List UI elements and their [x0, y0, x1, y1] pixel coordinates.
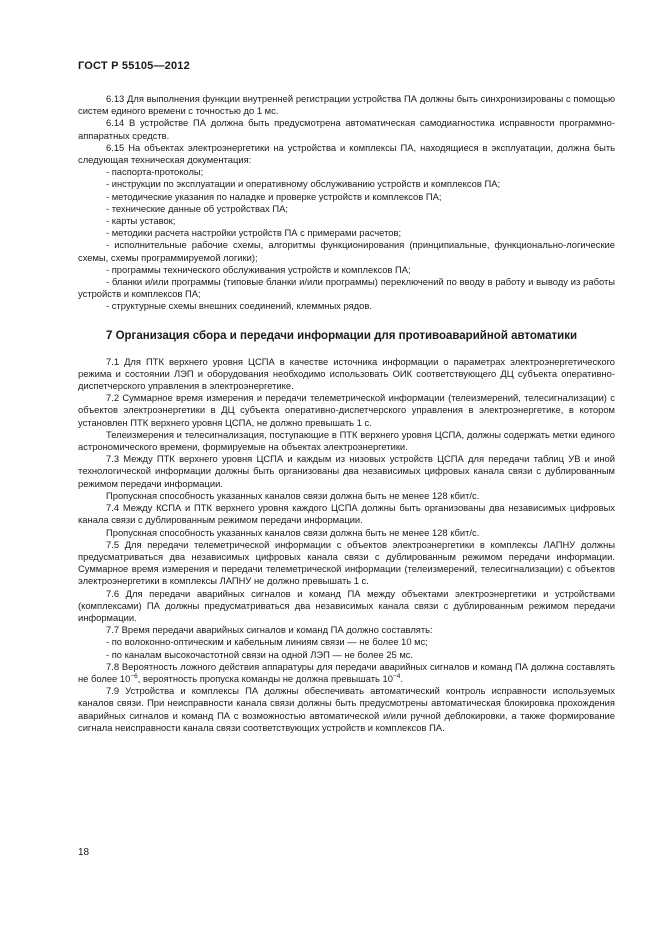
paragraph-7-4: 7.4 Между КСПА и ПТК верхнего уровня каждого ЦСПА должны быть организованы два независимых цифровых канала связи с дублированным режимом передачи информации.: [78, 502, 615, 526]
list-item: - по каналам высокочастотной связи на одной ЛЭП — не более 25 мс.: [106, 648, 414, 660]
paragraph-6-15: 6.15 На объектах электроэнергетики на устройства и комплексы ПА, находящиеся в эксплуатации, должна быть следующая техническая документация:: [78, 141, 615, 166]
paragraph-7-5: 7.5 Для передачи телеметрической информации с объектов электроэнергетики в комплексы ЛАПНУ должны предусматриваться два независимых цифровых канала связи с дублированным режимом передачи информации. Суммарное время измерения и передачи телеметрической информации (телеизмерений, телесигнализации) с объектов электроэнергетики в комплексы ЛАПНУ не должно превышать 1 с.: [78, 538, 615, 587]
list-item: - методические указания по наладке и проверке устройств и комплексов ПА;: [106, 190, 442, 202]
paragraph-7-3-note: Пропускная способность указанных каналов связи должна быть не менее 128 кбит/с.: [106, 489, 480, 501]
list-item: - паспорта-протоколы;: [106, 166, 204, 178]
exponent: −6: [130, 672, 138, 680]
list-item: - исполнительные рабочие схемы, алгоритмы функционирования (принципиальные, функционально-логические схемы, схемы программируемой логики);: [78, 239, 615, 263]
list-item: - бланки и/или программы (типовые бланки и/или программы) переключений по вводу в работу и выводу из работы устройств и комплексов ПА;: [78, 276, 615, 300]
paragraph-6-13: 6.13 Для выполнения функции внутренней регистрации устройства ПА должны быть синхронизированы с помощью систем единого времени с точностью до 1 мс.: [78, 93, 615, 117]
list-item: - инструкции по эксплуатации и оперативному обслуживанию устройств и комплексов ПА;: [106, 178, 501, 190]
paragraph-7-2-note: Телеизмерения и телесигнализация, поступающие в ПТК верхнего уровня ЦСПА, должны содержать метки единого астрономического времени, формируемые на объектах электроэнергетики.: [78, 428, 615, 453]
paragraph-7-9: 7.9 Устройства и комплексы ПА должны обеспечивать автоматический контроль исправности используемых каналов связи. При неисправности канала связи должны быть предусмотрены автоматическая блокировка прохождения аварийных сигналов и команд ПА с возможностью автоматической и/или ручной деблокировки, а также формирование сигнала неисправности канала связи соответствующих устройств и комплексов ПА.: [78, 685, 615, 733]
list-item: - структурные схемы внешних соединений, клеммных рядов.: [106, 300, 372, 312]
section-title: 7 Организация сбора и передачи информации для противоаварийной автоматики: [106, 329, 578, 342]
paragraph-7-8: 7.8 Вероятность ложного действия аппаратуры для передачи аварийных сигналов и команд ПА должна составлять не более $10^{-6}$, вероятность пропуска команды не должна превышать $10^{-4}$.: [78, 660, 615, 684]
exponent: −4: [392, 672, 401, 680]
page-number: 18: [78, 847, 90, 858]
document-header: ГОСТ Р 55105—2012: [78, 60, 190, 72]
paragraph-7-1: 7.1 Для ПТК верхнего уровня ЦСПА в качестве источника информации о параметрах электроэнергетического режима и состоянии ЛЭП и оборудования необходимо использовать ОИК соответствующего ДЦ субъекта оперативно-диспетчерского управления в электроэнергетике.: [78, 355, 615, 392]
paragraph-7-7: 7.7 Время передачи аварийных сигналов и команд ПА должно составлять:: [106, 624, 433, 636]
paragraph-6-14: 6.14 В устройстве ПА должна быть предусмотрена автоматическая самодиагностика исправности программно-аппаратных средств.: [78, 117, 615, 141]
list-item: - программы технического обслуживания устройств и комплексов ПА;: [106, 263, 411, 275]
document-body: [78, 93, 615, 734]
paragraph-7-6: 7.6 Для передачи аварийных сигналов и команд ПА между объектами электроэнергетики и устройствами (комплексами) ПА должны предусматриваться два независимых канала связи с дублированным режимом передачи информации.: [78, 587, 615, 623]
list-item: - технические данные об устройствах ПА;: [106, 202, 288, 214]
list-item: - карты уставок;: [106, 215, 176, 227]
paragraph-7-2: 7.2 Суммарное время измерения и передачи телеметрической информации (телеизмерений, телесигнализации) с объектов электроэнергетики в ДЦ субъекта оперативно-диспетчерского управления в электроэнергетике, в котором установлен ПТК верхнего уровня ЦСПА, не должно превышать 1 с.: [78, 392, 615, 428]
list-item: - методики расчета настройки устройств ПА с примерами расчетов;: [106, 227, 402, 239]
paragraph-7-3: 7.3 Между ПТК верхнего уровня ЦСПА и каждым из низовых устройств ЦСПА для передачи таблиц УВ и иной технологической информации должны быть организованы два независимых цифровых канала связи с дублированным режимом передачи информации.: [78, 453, 615, 489]
paragraph-7-4-note: Пропускная способность указанных каналов связи должна быть не менее 128 кбит/с.: [106, 526, 480, 538]
list-item: - по волоконно-оптическим и кабельным линиям связи — не более 10 мс;: [106, 636, 428, 648]
